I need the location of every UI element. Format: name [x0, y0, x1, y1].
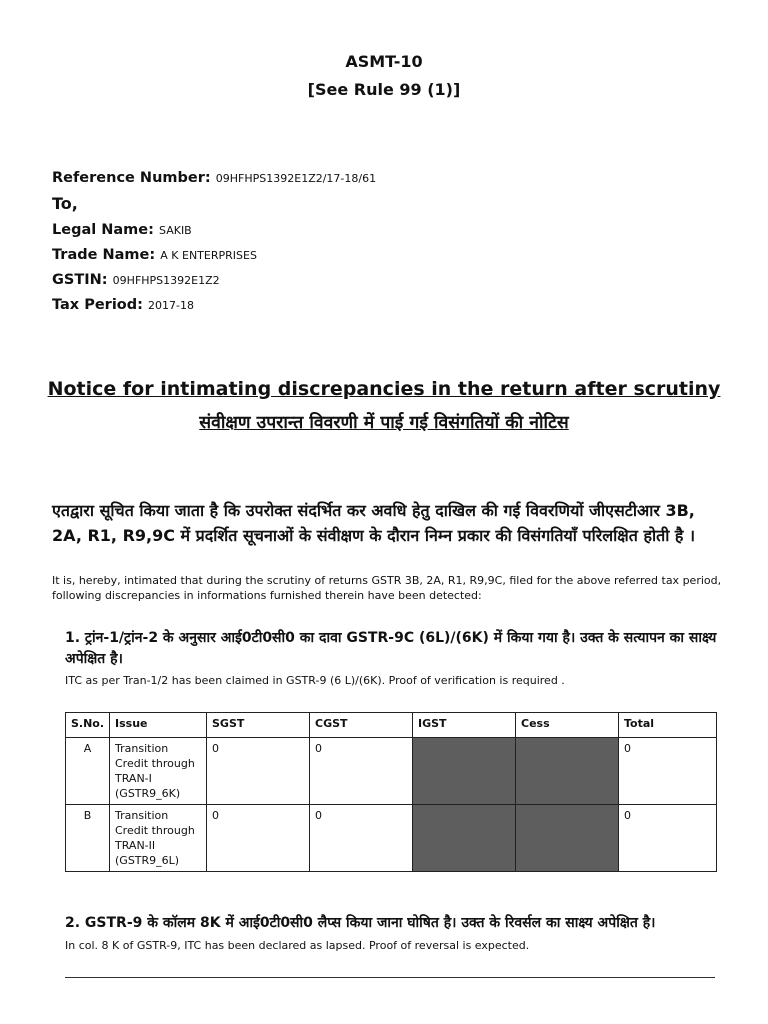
header-sno: S.No. [66, 713, 110, 738]
bottom-divider [65, 977, 715, 978]
reference-number-field [52, 167, 376, 186]
cell-total: 0 [619, 805, 717, 872]
gstin-value: 09HFHPS1392E1Z2 [112, 274, 220, 287]
cell-total: 0 [619, 738, 717, 805]
notice-title-english: Notice for intimating discrepancies in the return after scrutiny [47, 378, 721, 400]
header-cgst: CGST [310, 713, 413, 738]
intro-paragraph-english: It is, hereby, intimated that during the scrutiny of returns GSTR 3B, 2A, R1, R9,9C, filed for the above referred tax period, following discrepancies in informations furnished therein have been detected: [52, 574, 722, 602]
gstin-label: GSTIN: [52, 272, 108, 288]
section-2-note: In col. 8 K of GSTR-9, ITC has been declared as lapsed. Proof of reversal is expected. [65, 939, 530, 952]
cell-igst-shaded [413, 738, 516, 805]
trade-name-field [52, 244, 257, 263]
trade-name-value: A K ENTERPRISES [160, 249, 257, 262]
form-code: ASMT-10 [345, 52, 423, 71]
form-rule: [See Rule 99 (1)] [307, 80, 461, 99]
header-cess: Cess [516, 713, 619, 738]
section-2-title: 2. GSTR-9 के कॉलम 8K में आई0टी0सी0 लैप्स किया जाना घोषित है। उक्त के रिवर्सल का साक्ष्य अपेक्षित है। [65, 915, 656, 931]
section-1-note: ITC as per Tran-1/2 has been claimed in GSTR-9 (6 L)/(6K). Proof of verification is required . [65, 674, 565, 687]
cell-issue: Transition Credit through TRAN-II (GSTR9_6L) [110, 805, 207, 872]
notice-title-hindi: संवीक्षण उपरान्त विवरणी में पाई गई विसंगतियों की नोटिस [199, 413, 569, 433]
cell-sgst: 0 [207, 738, 310, 805]
cell-cess-shaded [516, 738, 619, 805]
header-issue: Issue [110, 713, 207, 738]
reference-number-value: 09HFHPS1392E1Z2/17-18/61 [215, 172, 377, 185]
header-total: Total [619, 713, 717, 738]
table-header-row [66, 713, 717, 738]
cell-cgst: 0 [310, 738, 413, 805]
trade-name-label: Trade Name: [52, 247, 156, 263]
discrepancy-table [65, 712, 717, 872]
legal-name-label: Legal Name: [52, 222, 154, 238]
intro-paragraph-hindi: एतद्वारा सूचित किया जाता है कि उपरोक्त संदर्भित कर अवधि हेतु दाखिल की गई विवरणियों जीएसटीआर 3B, 2A, R1, R9,9C में प्रदर्शित सूचनाओं के संवीक्षण के दौरान निम्न प्रकार की विसंगतियाँ परिलक्षित होती है । [52, 501, 696, 545]
cell-sno: B [66, 805, 110, 872]
header-igst: IGST [413, 713, 516, 738]
cell-igst-shaded [413, 805, 516, 872]
tax-period-field [52, 294, 194, 313]
cell-cess-shaded [516, 805, 619, 872]
legal-name-value: SAKIB [159, 224, 192, 237]
tax-period-label: Tax Period: [52, 297, 143, 313]
cell-issue: Transition Credit through TRAN-I (GSTR9_6K) [110, 738, 207, 805]
tax-period-value: 2017-18 [148, 299, 194, 312]
cell-sgst: 0 [207, 805, 310, 872]
gstin-field [52, 269, 220, 288]
table-row [66, 738, 717, 805]
legal-name-field [52, 219, 192, 238]
header-sgst: SGST [207, 713, 310, 738]
cell-cgst: 0 [310, 805, 413, 872]
table-row [66, 805, 717, 872]
reference-number-label: Reference Number: [52, 170, 211, 186]
to-label: To, [52, 194, 78, 213]
section-1-title: 1. ट्रांन-1/ट्रांन-2 के अनुसार आई0टी0सी0 का दावा GSTR-9C (6L)/(6K) में किया गया है। उक्त के सत्यापन का साक्ष्य अपेक्षित है। [65, 630, 717, 667]
cell-sno: A [66, 738, 110, 805]
